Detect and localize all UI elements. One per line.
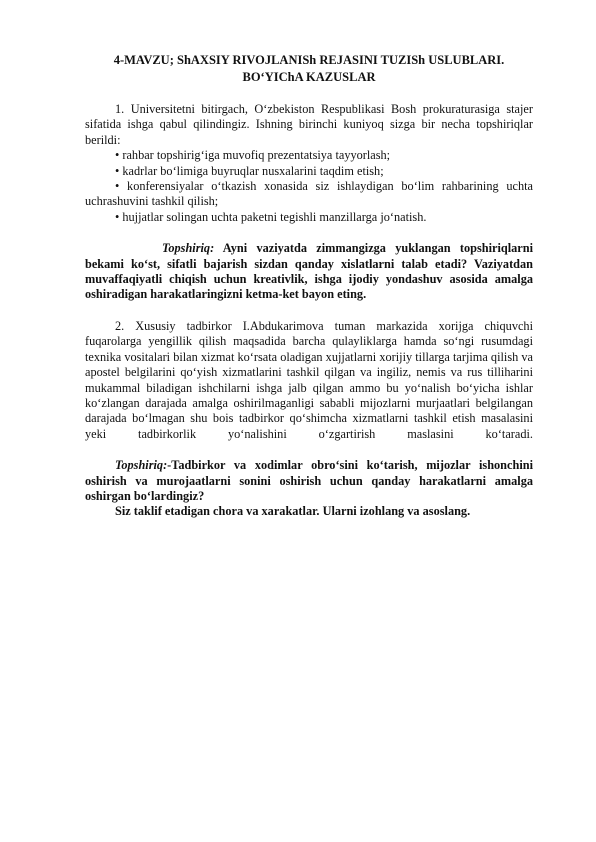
case-2-task-text: -Tadbirkor va xodimlar obro‘sini ko‘tarish, mijozlar ishonchini oshirish va murojaatlarni sonini oshirish uchun qanday harakatlarni amalga oshirgan bo‘lardingiz? [85,458,533,503]
document-body [85,52,533,520]
case-2-task [85,458,533,504]
case-1-task-text: Ayni vaziyatda zimmangizga yuklangan topshiriqlarni bekami ko‘st, sifatli bajarish sizdan qanday xislatlarni talab etadi? Vaziyatdan muvaffaqiyatli chiqish uchun kreativlik, ishga ijodiy yondashuv asosida amalga oshiradigan harakatlaringizni ketma-ket bayon eting. [85,241,533,302]
document-title-line-1: 4-MAVZU; ShAXSIY RIVOJLANISh REJASINI TUZISh USLUBLARI. [113,53,505,67]
case-1-task-label: Topshiriq: [162,241,215,256]
spacer [85,225,533,241]
case-2-final: Siz taklif etadigan chora va xarakatlar. Ularni izohlang va asoslang. [115,504,471,519]
case-1-bullet-1: • rahbar topshirig‘iga muvofiq prezentatsiya tayyorlash; [115,148,391,163]
spacer [85,442,533,458]
case-2-body: 2. Xususiy tadbirkor I.Abdukarimova tuman markazida xorijga chiquvchi fuqarolarga yengillik qilish maqsadida barcha qulayliklarga hamda so‘ngi rusumdagi texnika vositalari bilan xizmat ko‘rsata oladigan xujjatlarni xorijiy tillarga tarjima qilish va apostel belgilarini qo‘yish xizmatlarini tashkil qilgan va ingiliz, nemis va rus tilliharini mukammal biladigan ishchilarni ishga jalb qilgan ammo bu yo‘nalish bo‘yicha ishlar ko‘zlangan darajada amalga oshirilmaganligi sababli mijozlarni murjaatlari belgilangan darajada bo‘lmagan shu bois tadbirkor qo‘shimcha xizmatlarni tashkil etish masalasini yeki tadbirkorlik yo‘nalishini o‘zgartirish maslasini ko‘taradi. [85,318,533,441]
spacer [85,303,533,319]
case-1-bullet-4: • hujjatlar solingan uchta paketni tegishli manzillarga jo‘natish. [115,209,427,224]
spacer [85,86,533,102]
case-1-bullet-3: • konferensiyalar o‘tkazish xonasida siz ishlaydigan bo‘lim rahbarining uchta uchrashuvini tashkil qilish; [85,179,533,209]
case-2-task-label: Topshiriq: [115,458,168,473]
document-title-line-2: BO‘YIChA KAZUSLAR [242,70,376,84]
case-1-task [85,241,533,303]
case-1-intro: 1. Universitetni bitirgach, O‘zbekiston Respublikasi Bosh prokuraturasiga stajer sifatida ishga qabul qilindingiz. Ishning birinchi kuniyoq sizga bir necha topshiriqlar berildi: [85,102,533,147]
case-1-bullet-2: • kadrlar bo‘limiga buyruqlar nusxalarini taqdim etish; [115,163,384,178]
